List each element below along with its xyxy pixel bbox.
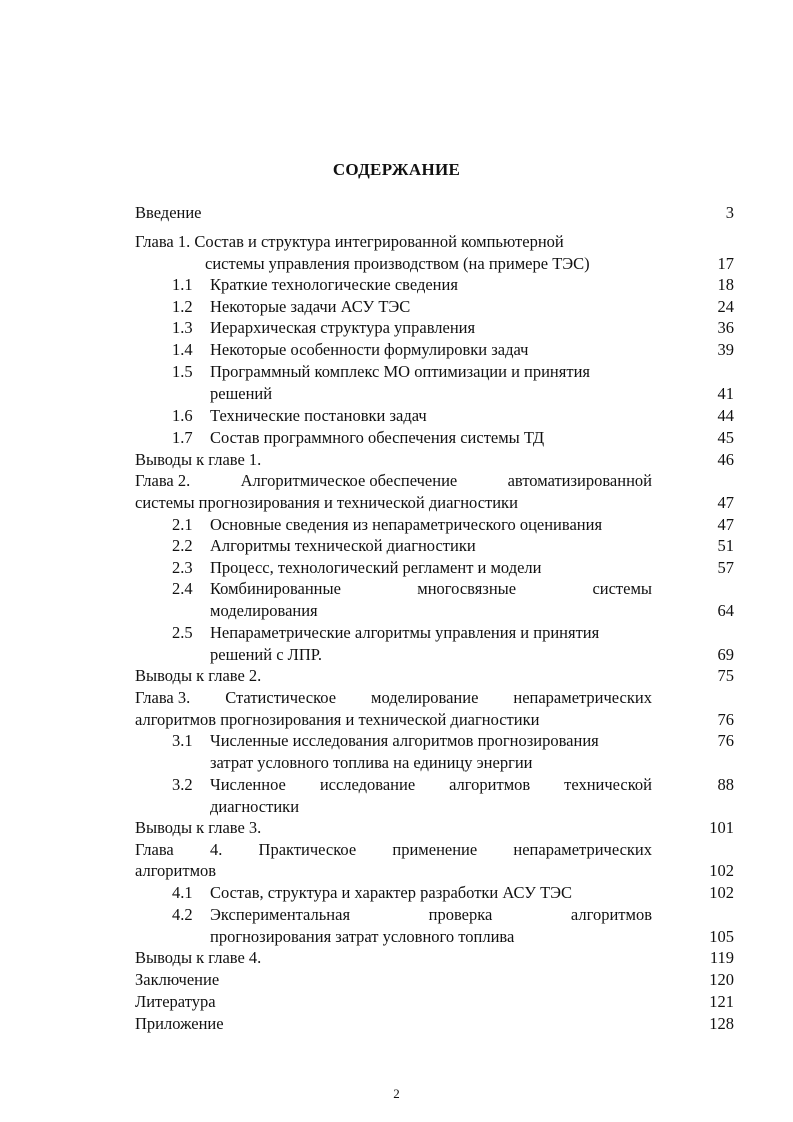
section-number: 1.1 bbox=[172, 275, 193, 294]
chapter-title-word: непараметрических bbox=[513, 840, 652, 859]
page-number: 76 bbox=[717, 731, 734, 750]
page-number: 76 bbox=[717, 710, 734, 729]
section-title: Программный комплекс МО оптимизации и принятия bbox=[210, 362, 590, 381]
page-number: 64 bbox=[717, 601, 734, 620]
page-title: СОДЕРЖАНИЕ bbox=[332, 160, 461, 179]
page-number: 45 bbox=[717, 428, 734, 447]
page-number: 36 bbox=[717, 318, 734, 337]
page-number: 24 bbox=[717, 297, 734, 316]
chapter-label: Глава 3. bbox=[135, 688, 191, 707]
section-title-word: алгоритмов bbox=[449, 775, 531, 794]
chapter-4-title-line2: алгоритмов bbox=[135, 861, 217, 880]
section-number: 2.5 bbox=[172, 623, 193, 642]
section-title-word: многосвязные bbox=[417, 579, 517, 598]
page-number: 121 bbox=[709, 992, 734, 1011]
section-title-line2: диагностики bbox=[210, 797, 300, 816]
section-title-word: алгоритмов bbox=[570, 905, 652, 924]
section-title bbox=[210, 578, 652, 600]
chapter-2-title-line2: системы прогнозирования и технической диагностики bbox=[135, 493, 518, 512]
section-title-word: Экспериментальная bbox=[210, 905, 351, 924]
section-number: 3.1 bbox=[172, 731, 193, 750]
section-title: Технические постановки задач bbox=[210, 406, 427, 425]
page-number: 120 bbox=[709, 970, 734, 989]
page-number: 102 bbox=[709, 883, 734, 902]
chapter-number: 4. bbox=[209, 840, 223, 859]
section-title-line2: моделирования bbox=[210, 601, 318, 620]
section-title bbox=[210, 904, 652, 926]
toc-entry-references: Литература bbox=[135, 992, 216, 1011]
section-number: 1.3 bbox=[172, 318, 193, 337]
section-number: 2.4 bbox=[172, 579, 193, 598]
page-number: 57 bbox=[717, 558, 734, 577]
section-title-line2: затрат условного топлива на единицу энергии bbox=[210, 753, 533, 772]
section-number: 3.2 bbox=[172, 775, 193, 794]
chapter-conclusion: Выводы к главе 1. bbox=[135, 450, 262, 469]
section-title-line2: решений bbox=[210, 384, 273, 403]
section-title-word: Численное bbox=[210, 775, 286, 794]
chapter-title-word: автоматизированной bbox=[507, 471, 652, 490]
section-number: 1.6 bbox=[172, 406, 193, 425]
section-number: 1.2 bbox=[172, 297, 193, 316]
toc-entry-conclusion: Заключение bbox=[135, 970, 220, 989]
page-number: 46 bbox=[717, 450, 734, 469]
chapter-title-word: Статистическое bbox=[225, 688, 337, 707]
chapter-conclusion: Выводы к главе 4. bbox=[135, 948, 262, 967]
chapter-title-word: Алгоритмическое обеспечение bbox=[240, 471, 458, 490]
section-title: Состав, структура и характер разработки АСУ ТЭС bbox=[210, 883, 573, 902]
section-number: 1.4 bbox=[172, 340, 193, 359]
section-title: Основные сведения из непараметрического оценивания bbox=[210, 515, 603, 534]
section-number: 4.1 bbox=[172, 883, 193, 902]
section-number: 2.3 bbox=[172, 558, 193, 577]
section-title-word: системы bbox=[592, 579, 652, 598]
toc-entry-intro: Введение bbox=[135, 203, 202, 222]
section-number: 2.1 bbox=[172, 515, 193, 534]
page-number: 101 bbox=[709, 818, 734, 837]
chapter-1-title-line1: Глава 1. Состав и структура интегрированной компьютерной bbox=[135, 232, 564, 251]
page-number: 17 bbox=[717, 254, 734, 273]
section-title-word: исследование bbox=[319, 775, 416, 794]
chapter-2-title-line1 bbox=[135, 470, 652, 492]
chapter-3-title-line2: алгоритмов прогнозирования и технической диагностики bbox=[135, 710, 540, 729]
section-number: 4.2 bbox=[172, 905, 193, 924]
page-number: 47 bbox=[717, 515, 734, 534]
section-title-word: Комбинированные bbox=[210, 579, 341, 598]
page-number: 44 bbox=[717, 406, 734, 425]
section-number: 2.2 bbox=[172, 536, 193, 555]
page-number: 41 bbox=[717, 384, 734, 403]
chapter-title-word: моделирование bbox=[371, 688, 479, 707]
chapter-title-word: Практическое bbox=[258, 840, 357, 859]
chapter-3-title-line1 bbox=[135, 687, 652, 709]
section-title-line2: решений с ЛПР. bbox=[210, 645, 323, 664]
toc-entry-appendix: Приложение bbox=[135, 1014, 224, 1033]
section-title: Краткие технологические сведения bbox=[210, 275, 458, 294]
chapter-conclusion: Выводы к главе 3. bbox=[135, 818, 262, 837]
page-number: 128 bbox=[709, 1014, 734, 1033]
section-title: Непараметрические алгоритмы управления и принятия bbox=[210, 623, 600, 642]
section-number: 1.5 bbox=[172, 362, 193, 381]
section-number: 1.7 bbox=[172, 428, 193, 447]
section-title: Процесс, технологический регламент и модели bbox=[210, 558, 542, 577]
page-number: 47 bbox=[717, 493, 734, 512]
footer-page-number: 2 bbox=[393, 1086, 400, 1101]
chapter-title-word: применение bbox=[392, 840, 478, 859]
page-number: 18 bbox=[717, 275, 734, 294]
page-number: 3 bbox=[725, 203, 734, 222]
section-title: Некоторые особенности формулировки задач bbox=[210, 340, 529, 359]
section-title: Иерархическая структура управления bbox=[210, 318, 476, 337]
section-title: Алгоритмы технической диагностики bbox=[210, 536, 476, 555]
chapter-label: Глава bbox=[135, 840, 174, 859]
section-title-word: технической bbox=[564, 775, 652, 794]
section-title bbox=[210, 774, 652, 796]
chapter-1-title-line2: системы управления производством (на примере ТЭС) bbox=[205, 254, 590, 273]
page-number: 75 bbox=[717, 666, 734, 685]
page-number: 119 bbox=[709, 948, 734, 967]
chapter-label: Глава 2. bbox=[135, 471, 191, 490]
page-number: 39 bbox=[717, 340, 734, 359]
chapter-conclusion: Выводы к главе 2. bbox=[135, 666, 262, 685]
section-title-line2: прогнозирования затрат условного топлива bbox=[210, 927, 515, 946]
chapter-4-title-line1 bbox=[135, 839, 652, 861]
page-number: 105 bbox=[709, 927, 734, 946]
section-title: Некоторые задачи АСУ ТЭС bbox=[210, 297, 411, 316]
page-number: 69 bbox=[717, 645, 734, 664]
page-number: 51 bbox=[717, 536, 734, 555]
section-title: Состав программного обеспечения системы ТД bbox=[210, 428, 545, 447]
chapter-title-word: непараметрических bbox=[513, 688, 652, 707]
page-number: 102 bbox=[709, 861, 734, 880]
section-title: Численные исследования алгоритмов прогнозирования bbox=[210, 731, 599, 750]
page-number: 88 bbox=[717, 775, 734, 794]
section-title-word: проверка bbox=[428, 905, 493, 924]
